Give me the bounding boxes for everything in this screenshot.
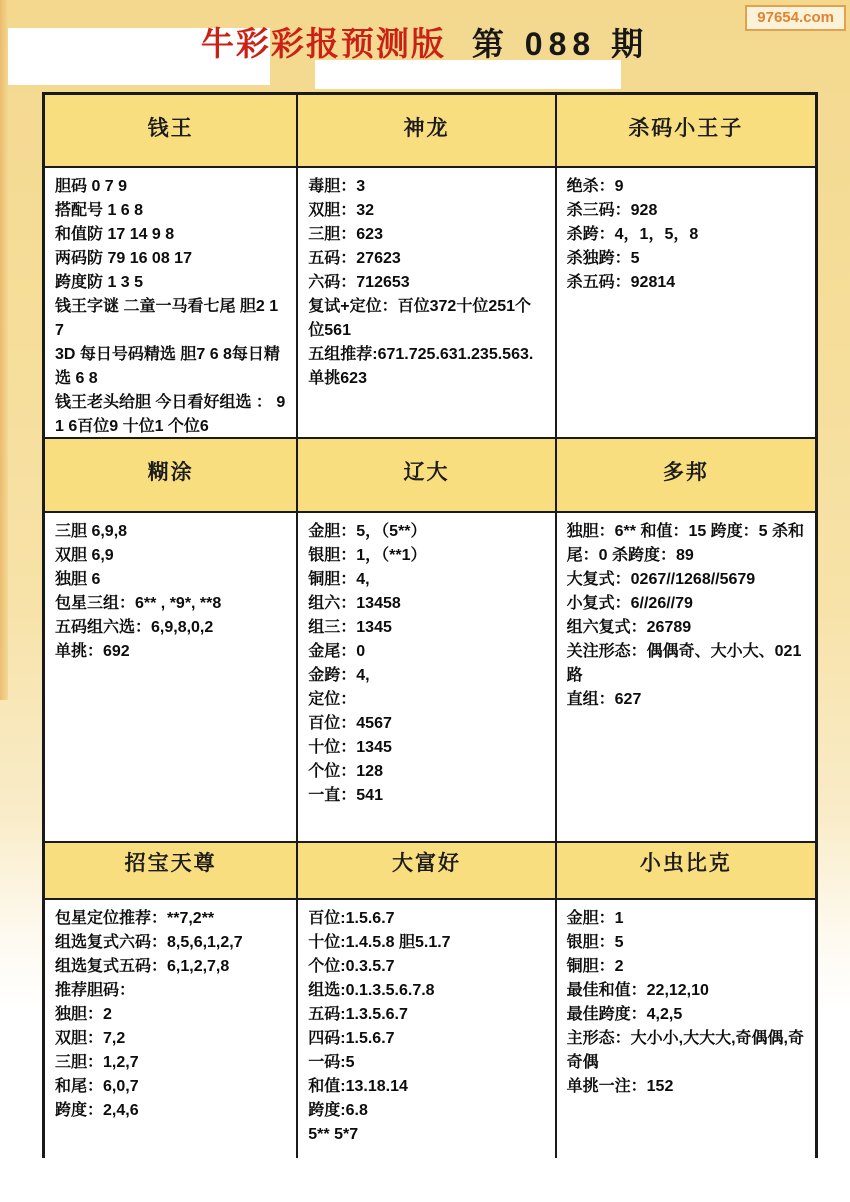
prediction-line: 复试+定位：百位372十位251个位561 <box>308 298 532 339</box>
prediction-line: 十位:1.4.5.8 胆5.1.7 <box>308 934 451 951</box>
prediction-line: 包星三组：6** , *9*, **8 <box>55 595 222 612</box>
prediction-line: 绝杀：9 <box>566 178 624 195</box>
prediction-line: 定位： <box>308 691 357 708</box>
prediction-line: 推荐胆码： <box>55 982 136 999</box>
left-edge-gradient <box>0 0 8 700</box>
prediction-line: 双胆：7,2 <box>55 1030 126 1047</box>
prediction-line: 和值:13.18.14 <box>308 1078 408 1095</box>
prediction-line: 一码:5 <box>308 1054 355 1071</box>
prediction-line: 金跨：4, <box>308 667 370 684</box>
prediction-line: 双胆：32 <box>308 202 375 219</box>
section-header-xiaochong-bike: 小虫比克 <box>557 841 815 900</box>
section-header-shenlong: 神龙 <box>298 95 556 168</box>
section-content-duobang <box>557 513 815 841</box>
prediction-line: 两码防 79 16 08 17 <box>55 250 192 267</box>
prediction-line: 个位:0.3.5.7 <box>308 958 395 975</box>
section-header-shama-xiaowangzi: 杀码小王子 <box>557 95 815 168</box>
prediction-line: 钱王字谜 二童一马看七尾 胆2 1 7 <box>55 298 279 339</box>
masthead <box>0 18 850 65</box>
prediction-line: 直组：627 <box>566 691 642 708</box>
section-header-zhaobao-tianzun: 招宝天尊 <box>45 841 298 900</box>
prediction-line: 关注形态：偶偶奇、大小大、021路 <box>566 643 802 684</box>
prediction-line: 独胆：2 <box>55 1006 112 1023</box>
prediction-line: 杀独跨：5 <box>566 250 640 267</box>
section-content-shama-xiaowangzi <box>557 168 815 437</box>
prediction-line: 铜胆：2 <box>566 958 624 975</box>
prediction-line: 搭配号 1 6 8 <box>55 202 144 219</box>
prediction-line: 主形态：大小小,大大大,奇偶偶,奇奇偶 <box>566 1030 804 1071</box>
prediction-line: 五码组六选：6,9,8,0,2 <box>55 619 214 636</box>
prediction-line: 五组推荐:671.725.631.235.563. <box>308 346 534 363</box>
section-content-liaoda <box>298 513 556 841</box>
prediction-line: 最佳跨度：4,2,5 <box>566 1006 683 1023</box>
page-title: 牛彩彩报预测版 <box>200 25 446 62</box>
prediction-line: 银胆：5 <box>566 934 624 951</box>
prediction-line: 三胆 6,9,8 <box>55 523 128 540</box>
section-content-qianwang <box>45 168 298 437</box>
prediction-line: 十位：1345 <box>308 739 392 756</box>
watermark-badge <box>745 5 846 31</box>
prediction-line: 铜胆：4, <box>308 571 370 588</box>
prediction-line: 杀三码：928 <box>566 202 658 219</box>
prediction-line: 银胆：1，（**1） <box>308 547 427 564</box>
prediction-line: 杀五码：92814 <box>566 274 676 291</box>
prediction-line: 五码:1.3.5.6.7 <box>308 1006 408 1023</box>
prediction-line: 大复式：0267//1268//5679 <box>566 571 756 588</box>
prediction-line: 和值防 17 14 9 8 <box>55 226 175 243</box>
prediction-line: 跨度：2,4,6 <box>55 1102 139 1119</box>
prediction-line: 组三：1345 <box>308 619 392 636</box>
section-header-qianwang: 钱王 <box>45 95 298 168</box>
prediction-line: 金尾：0 <box>308 643 366 660</box>
prediction-line: 双胆 6,9 <box>55 547 114 564</box>
prediction-line: 胆码 0 7 9 <box>55 178 128 195</box>
prediction-line: 和尾：6,0,7 <box>55 1078 139 1095</box>
section-content-dafuhao <box>298 900 556 1158</box>
section-header-dafuhao: 大富好 <box>298 841 556 900</box>
prediction-line: 组六复式：26789 <box>566 619 692 636</box>
prediction-line: 最佳和值：22,12,10 <box>566 982 709 999</box>
issue-number: 第 088 期 <box>471 26 650 62</box>
prediction-line: 独胆：6** 和值：15 跨度：5 杀和尾：0 杀跨度：89 <box>566 523 805 564</box>
section-content-zhaobao-tianzun <box>45 900 298 1158</box>
prediction-line: 独胆 6 <box>55 571 101 588</box>
prediction-line: 百位:1.5.6.7 <box>308 910 395 927</box>
prediction-line: 六码：712653 <box>308 274 410 291</box>
section-header-liaoda: 辽大 <box>298 437 556 513</box>
prediction-line: 一直：541 <box>308 787 383 804</box>
prediction-line: 组六：13458 <box>308 595 401 612</box>
prediction-line: 金胆：1 <box>566 910 624 927</box>
prediction-line: 杀跨：4，1，5，8 <box>566 226 699 243</box>
section-content-hutu <box>45 513 298 841</box>
prediction-table <box>42 92 818 1158</box>
prediction-line: 单挑：692 <box>55 643 130 660</box>
prediction-line: 单挑一注：152 <box>566 1078 674 1095</box>
prediction-line: 三胆：1,2,7 <box>55 1054 139 1071</box>
prediction-line: 五码：27623 <box>308 250 401 267</box>
prediction-line: 组选复式六码：8,5,6,1,2,7 <box>55 934 243 951</box>
prediction-line: 个位：128 <box>308 763 383 780</box>
prediction-line: 3D 每日号码精选 胆7 6 8每日精选 6 8 <box>55 346 280 387</box>
prediction-line: 组选复式五码：6,1,2,7,8 <box>55 958 230 975</box>
section-header-duobang: 多邦 <box>557 437 815 513</box>
watermark-text: 97654.com <box>757 9 834 26</box>
prediction-line: 小复式：6//26//79 <box>566 595 693 612</box>
prediction-line: 百位：4567 <box>308 715 392 732</box>
prediction-line: 钱王老头给胆 今日看好组选 ： 9 1 6百位9 十位1 个位6 <box>55 394 286 435</box>
prediction-line: 单挑623 <box>308 370 367 387</box>
prediction-line: 包星定位推荐：**7,2** <box>55 910 215 927</box>
prediction-line: 跨度:6.8 <box>308 1102 368 1119</box>
prediction-line: 四码:1.5.6.7 <box>308 1030 395 1047</box>
section-content-shenlong <box>298 168 556 437</box>
section-header-hutu: 糊涂 <box>45 437 298 513</box>
prediction-line: 组选:0.1.3.5.6.7.8 <box>308 982 435 999</box>
prediction-line: 毒胆：3 <box>308 178 366 195</box>
prediction-line: 金胆：5，（5**） <box>308 523 427 540</box>
prediction-line: 5** 5*7 <box>308 1126 359 1143</box>
prediction-line: 三胆：623 <box>308 226 383 243</box>
section-content-xiaochong-bike <box>557 900 815 1158</box>
prediction-line: 跨度防 1 3 5 <box>55 274 144 291</box>
